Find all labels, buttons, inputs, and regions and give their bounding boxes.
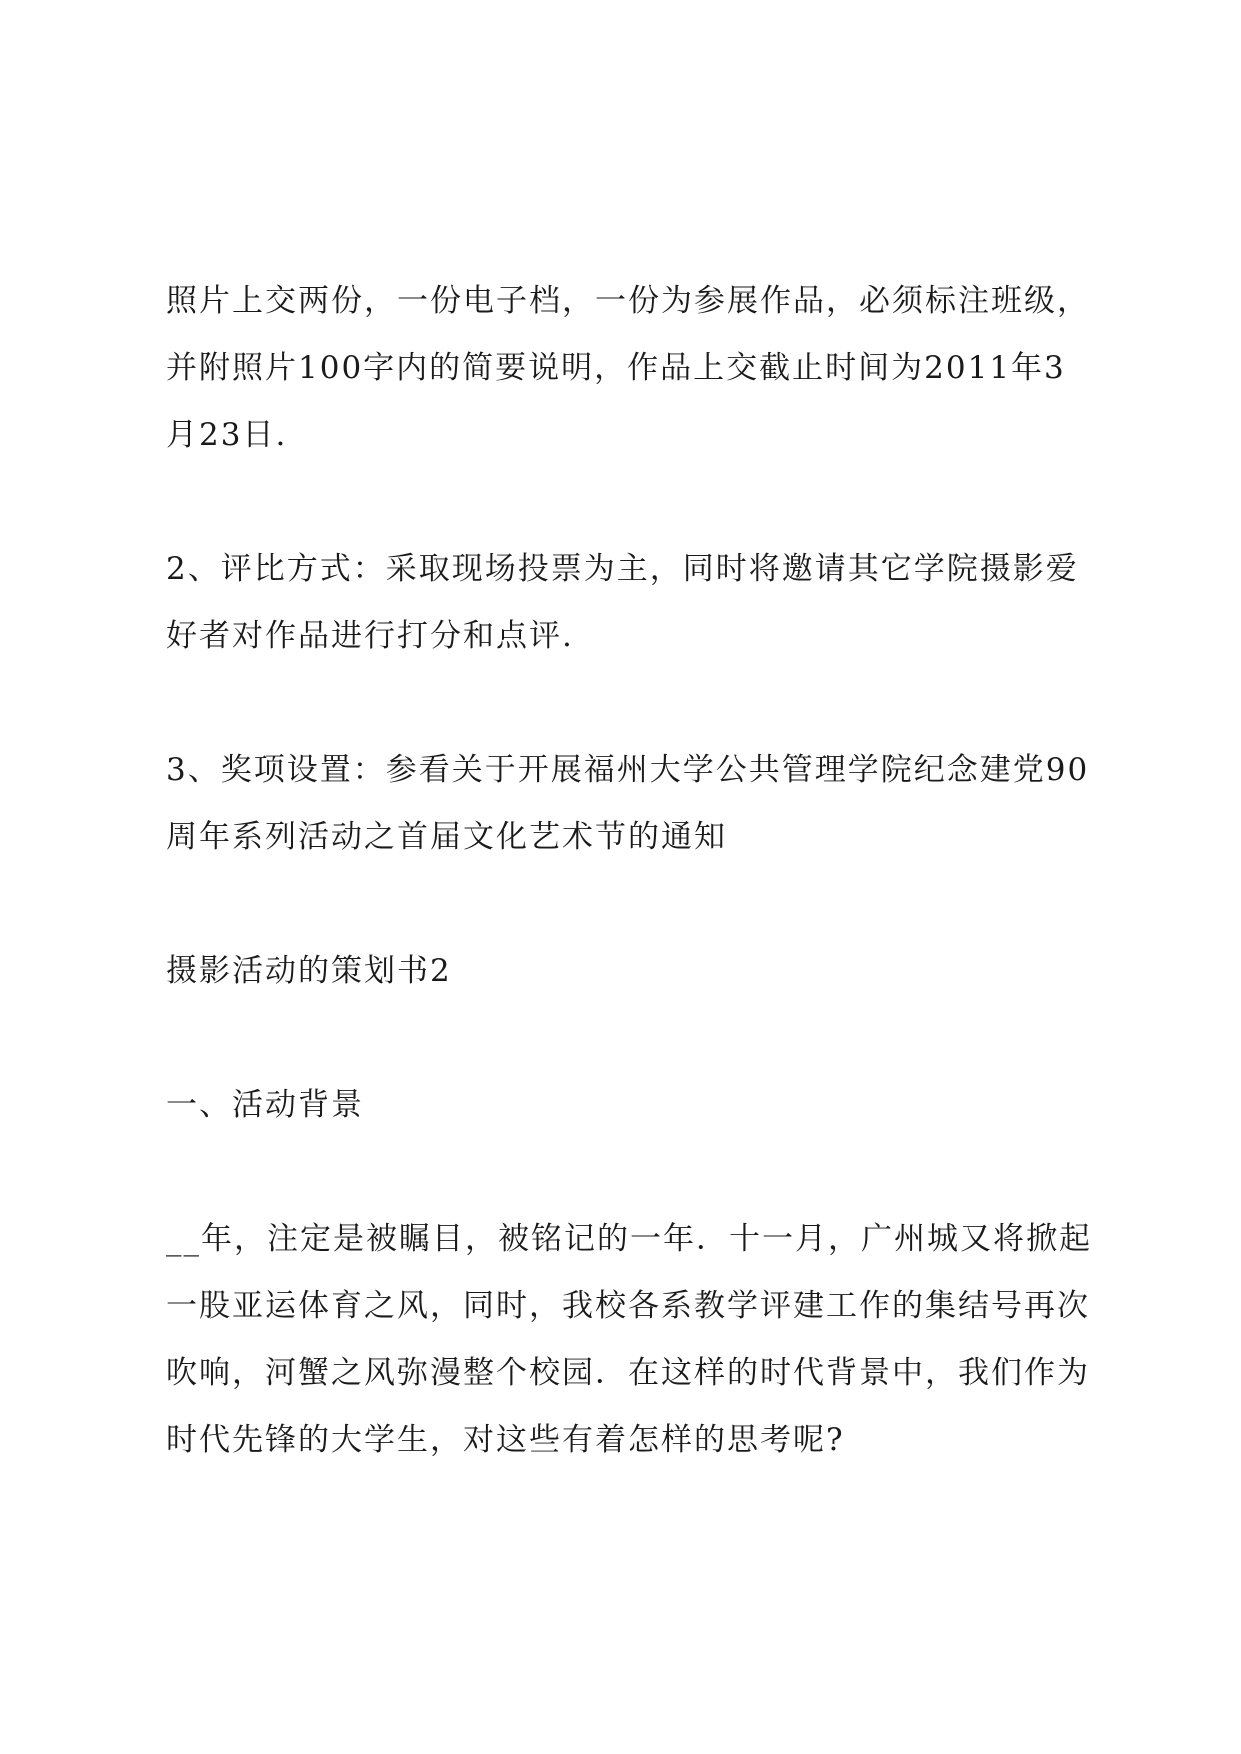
section-title-text: 一、活动背景	[166, 1087, 364, 1123]
document-heading	[166, 938, 1096, 1005]
document-body	[166, 268, 1096, 1474]
text-line: 2、评比方式：采取现场投票为主，同时将邀请其它学院摄影爱	[166, 551, 1079, 587]
text-line: 月23日.	[166, 417, 288, 453]
paragraph-spacer	[166, 670, 1096, 737]
text-line: 3、奖项设置：参看关于开展福州大学公共管理学院纪念建党90	[166, 752, 1090, 788]
section-title	[166, 1072, 1096, 1139]
paragraph-photo-submission	[166, 268, 1096, 469]
paragraph-judging-method	[166, 536, 1096, 670]
paragraph-spacer	[166, 1005, 1096, 1072]
text-line: 照片上交两份，一份电子档，一份为参展作品，必须标注班级，	[166, 283, 1090, 319]
paragraph-awards	[166, 737, 1096, 871]
text-line: 吹响，河蟹之风弥漫整个校园．在这样的时代背景中，我们作为	[166, 1355, 1090, 1391]
text-line: 并附照片100字内的简要说明，作品上交截止时间为2011年3	[166, 350, 1066, 386]
paragraph-spacer	[166, 469, 1096, 536]
text-line: __年，注定是被瞩目，被铭记的一年．十一月，广州城又将掀起	[166, 1221, 1092, 1257]
paragraph-spacer	[166, 1139, 1096, 1206]
text-line: 时代先锋的大学生，对这些有着怎样的思考呢?	[166, 1422, 845, 1458]
text-line: 一股亚运体育之风，同时，我校各系教学评建工作的集结号再次	[166, 1288, 1090, 1324]
text-line: 周年系列活动之首届文化艺术节的通知	[166, 819, 727, 855]
heading-text: 摄影活动的策划书2	[166, 953, 452, 989]
paragraph-spacer	[166, 871, 1096, 938]
text-line: 好者对作品进行打分和点评.	[166, 618, 574, 654]
paragraph-background	[166, 1206, 1096, 1474]
